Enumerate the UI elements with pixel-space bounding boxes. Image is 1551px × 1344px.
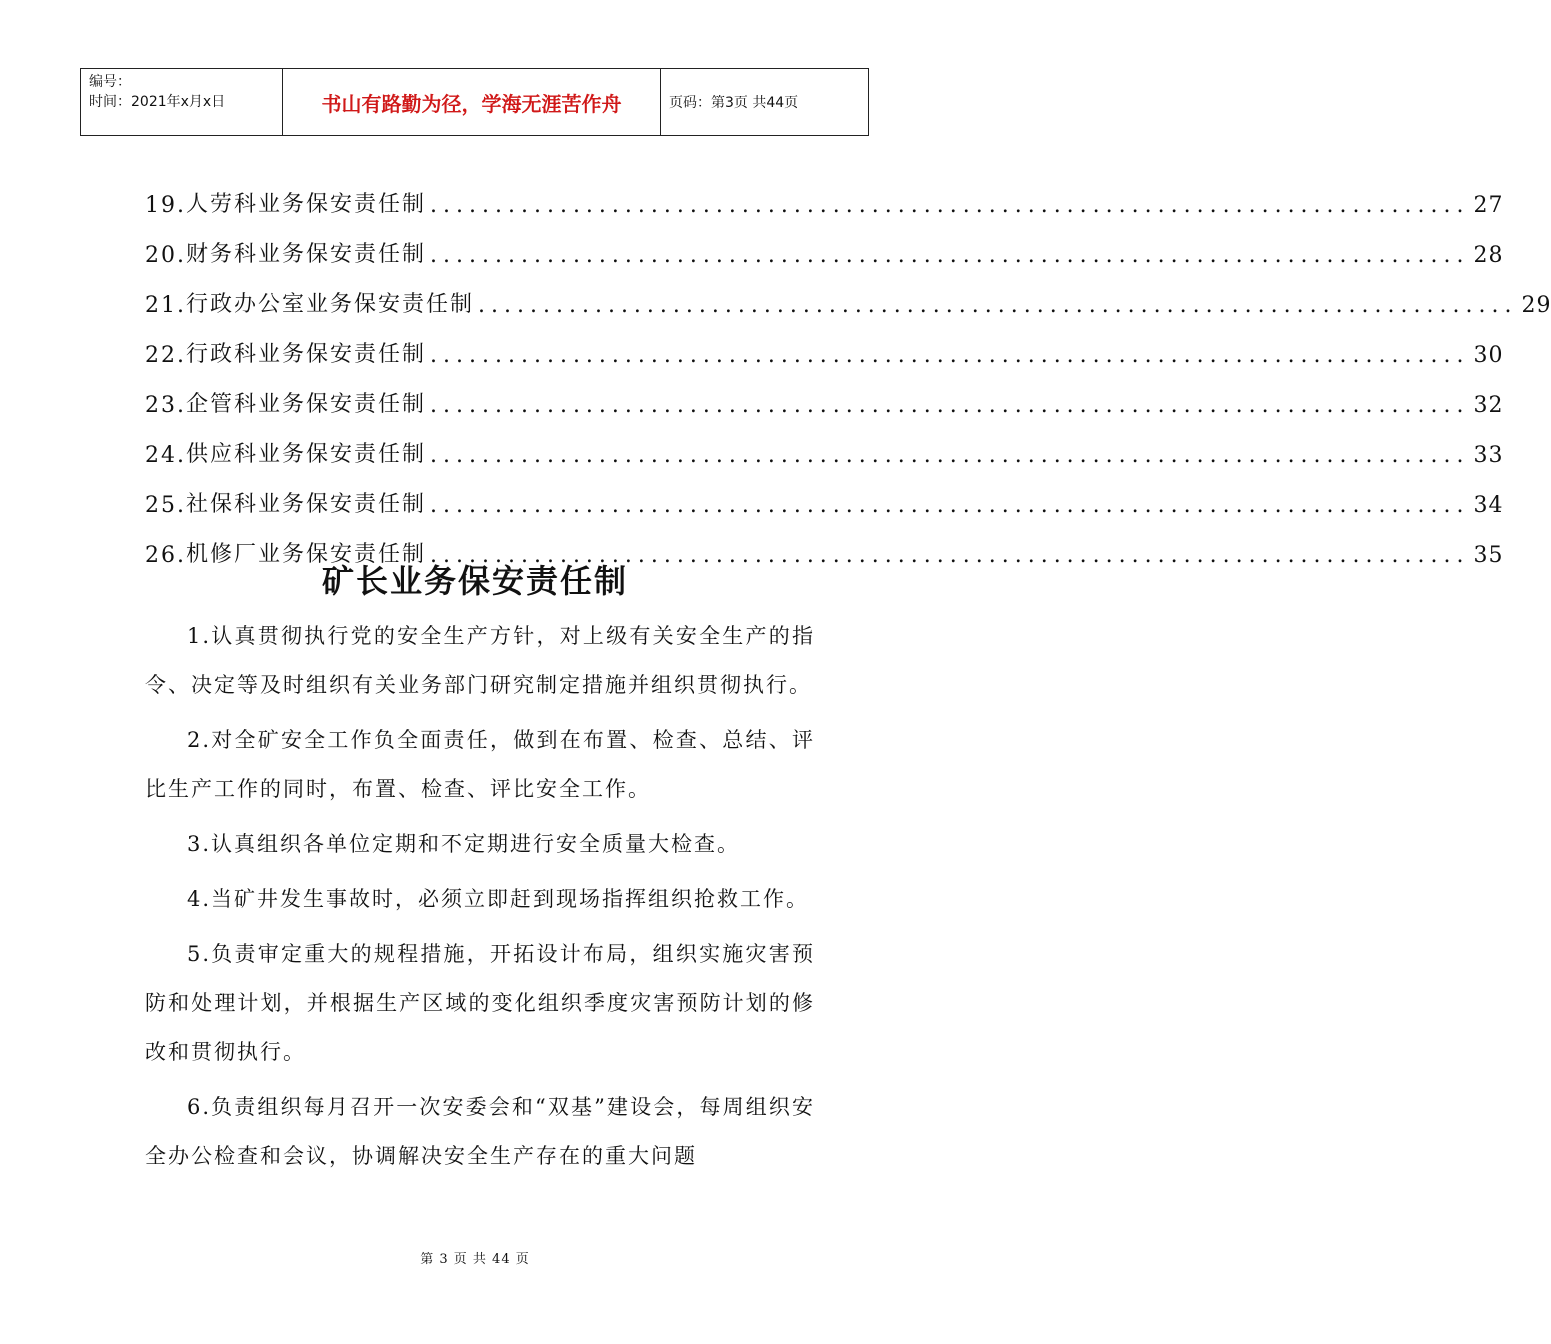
toc-leader-dots: ................................................................................ [430, 393, 1470, 418]
header-meta [81, 69, 283, 135]
toc-leader-dots: ................................................................................ [430, 543, 1470, 568]
header-page-info: 页码：第3页 共44页 [669, 95, 799, 111]
toc-entry [145, 468, 1504, 518]
toc-entry-page: 29 [1521, 293, 1551, 318]
toc-entry-title: 人劳科业务保安责任制 [186, 192, 427, 217]
section-title: 矿长业务保安责任制 [321, 562, 628, 600]
toc-leader-dots: ................................................................................ [430, 443, 1470, 468]
toc-entry [145, 268, 1551, 318]
toc-entry-page: 28 [1473, 243, 1504, 268]
toc-leader-dots: ................................................................................ [478, 293, 1518, 318]
toc-entry-page: 35 [1473, 543, 1504, 568]
toc-entry [145, 368, 1504, 418]
page-header [80, 68, 869, 136]
paragraph: 4.当矿井发生事故时，必须立即赶到现场指挥组织抢救工作。 [187, 887, 810, 911]
toc-entry [145, 168, 1504, 218]
document-number-label: 编号： [89, 74, 131, 90]
toc-entry-title: 机修厂业务保安责任制 [186, 542, 427, 567]
toc-entry-page: 27 [1473, 193, 1504, 218]
toc-entry-title: 财务科业务保安责任制 [186, 242, 427, 267]
toc-entry-number: 26. [145, 543, 186, 568]
toc-entry [145, 318, 1504, 368]
toc-entry-page: 30 [1473, 343, 1504, 368]
toc-leader-dots: ................................................................................ [430, 493, 1470, 518]
header-motto: 书山有路勤为径，学海无涯苦作舟 [283, 69, 661, 135]
toc-entry-page: 33 [1473, 443, 1504, 468]
toc-entry-page: 32 [1473, 393, 1504, 418]
toc-entry [145, 418, 1504, 468]
paragraph: 6.负责组织每月召开一次安委会和“双基”建设会，每周组织安全办公检查和会议，协调解决安全生产存在的重大问题 [145, 1095, 815, 1168]
toc-entry-number: 22. [145, 343, 186, 368]
toc-entry-title: 行政科业务保安责任制 [186, 342, 427, 367]
toc-entry-number: 19. [145, 193, 186, 218]
toc-entry-title: 社保科业务保安责任制 [186, 492, 427, 517]
document-date: 时间：2021年x月x日 [89, 94, 226, 110]
toc-entry-number: 25. [145, 493, 186, 518]
toc-entry-number: 24. [145, 443, 186, 468]
toc-entry-title: 供应科业务保安责任制 [186, 442, 427, 467]
page-footer: 第 3 页 共 44 页 [420, 1252, 530, 1267]
toc-entry-number: 21. [145, 293, 186, 318]
toc-leader-dots: ................................................................................ [430, 243, 1470, 268]
toc-entry-title: 企管科业务保安责任制 [186, 392, 427, 417]
paragraph: 1.认真贯彻执行党的安全生产方针，对上级有关安全生产的指令、决定等及时组织有关业务部门研究制定措施并组织贯彻执行。 [145, 624, 815, 697]
toc-entry-number: 23. [145, 393, 186, 418]
toc-leader-dots: ................................................................................ [430, 343, 1470, 368]
paragraph: 5.负责审定重大的规程措施，开拓设计布局，组织实施灾害预防和处理计划，并根据生产区域的变化组织季度灾害预防计划的修改和贯彻执行。 [145, 942, 815, 1064]
toc-entry-title: 行政办公室业务保安责任制 [186, 292, 475, 317]
section-body [145, 612, 815, 1187]
table-of-contents [145, 168, 1551, 568]
toc-entry-number: 20. [145, 243, 186, 268]
toc-entry-page: 34 [1473, 493, 1504, 518]
toc-entry [145, 218, 1504, 268]
paragraph: 2.对全矿安全工作负全面责任，做到在布置、检查、总结、评比生产工作的同时，布置、检查、评比安全工作。 [145, 728, 815, 801]
toc-leader-dots: ................................................................................ [430, 193, 1470, 218]
paragraph: 3.认真组织各单位定期和不定期进行安全质量大检查。 [187, 832, 741, 856]
